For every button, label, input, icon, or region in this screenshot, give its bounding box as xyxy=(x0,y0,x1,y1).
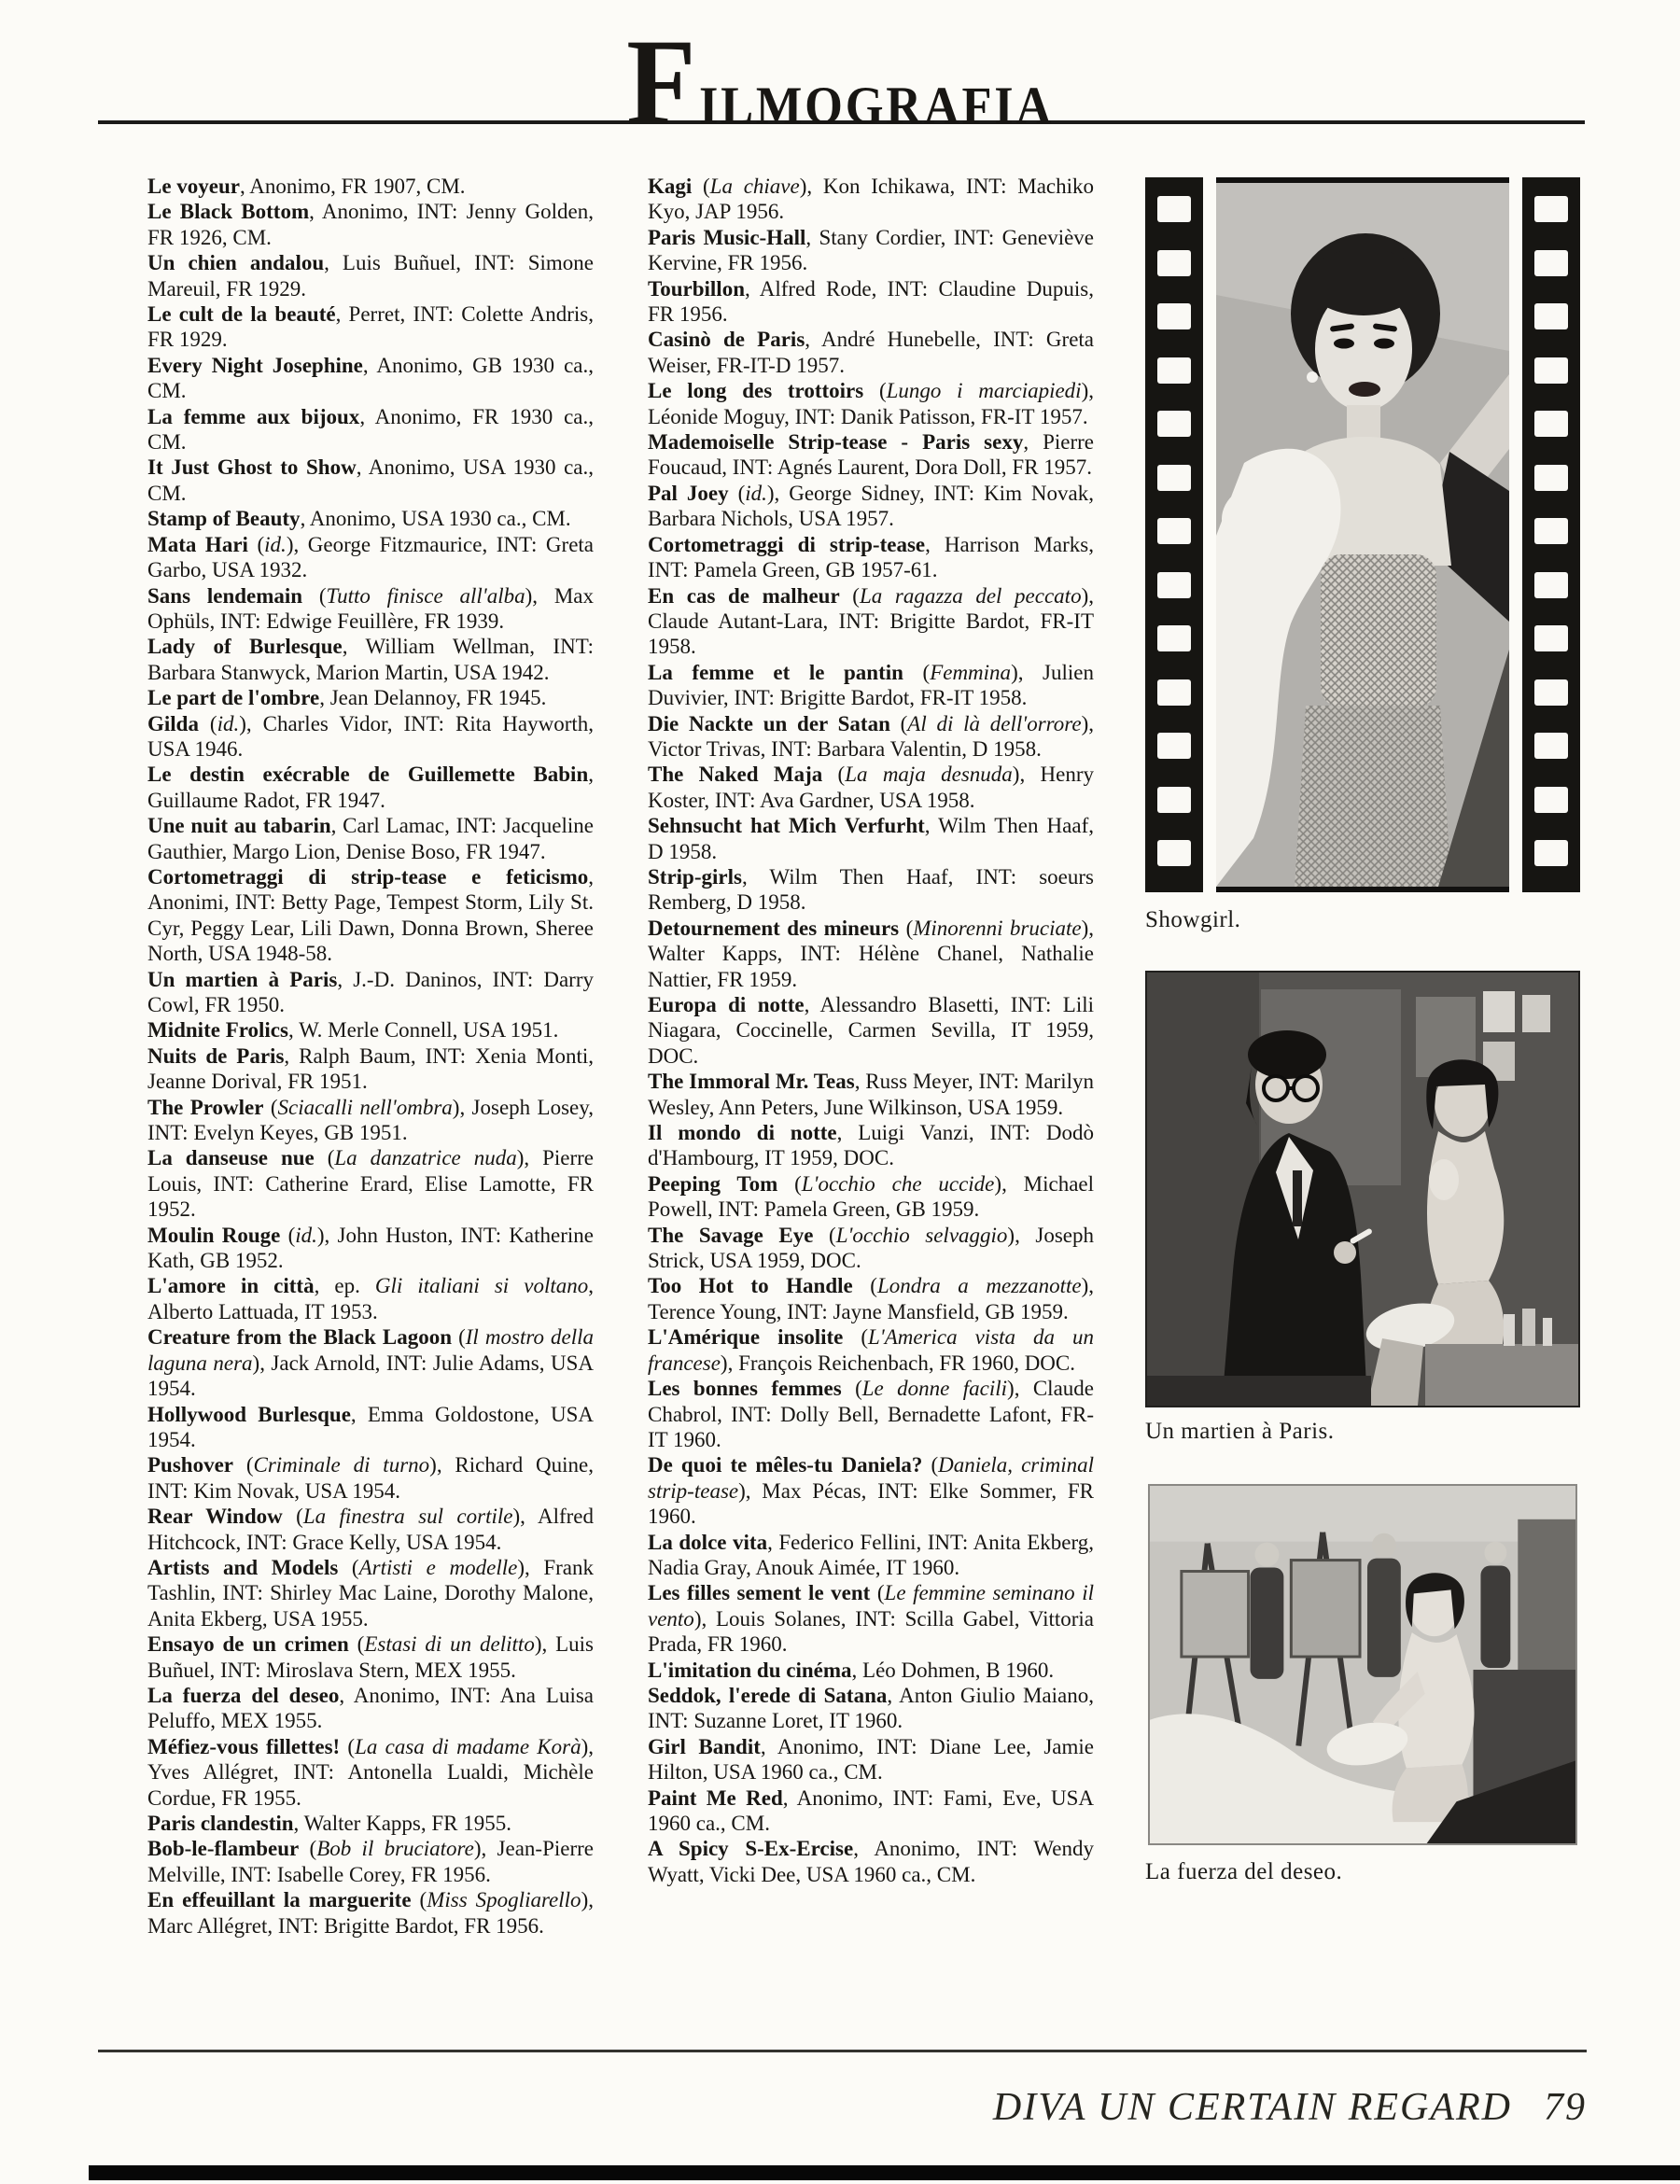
caption-la-fuerza: La fuerza del deseo. xyxy=(1145,1859,1343,1884)
filmography-entry: The Savage Eye (L'occhio selvaggio), Joseph Strick, USA 1959, DOC. xyxy=(648,1223,1094,1273)
filmography-entry: La dolce vita, Federico Fellini, INT: Anita Ekberg, Nadia Gray, Anouk Aimée, IT 1960. xyxy=(648,1530,1094,1579)
sprocket-hole xyxy=(1157,465,1191,491)
filmography-entry: Sehnsucht hat Mich Verfurht, Wilm Then Haaf, D 1958. xyxy=(648,814,1094,863)
bottom-bar xyxy=(89,2165,1680,2180)
sprocket-hole xyxy=(1534,357,1568,384)
martien-illustration xyxy=(1147,973,1578,1406)
filmography-entry: It Just Ghost to Show, Anonimo, USA 1930 ca., CM. xyxy=(147,455,594,505)
filmstrip-left-rail xyxy=(1145,177,1203,892)
filmography-entry: Ensayo de un crimen (Estasi di un delitto), Luis Buñuel, INT: Miroslava Stern, MEX 1955. xyxy=(147,1632,595,1682)
filmography-entry: Nuits de Paris, Ralph Baum, INT: Xenia Monti, Jeanne Dorival, FR 1951. xyxy=(147,1043,595,1094)
filmography-entry: Stamp of Beauty, Anonimo, USA 1930 ca., CM. xyxy=(147,507,571,531)
sprocket-hole xyxy=(1157,518,1191,544)
sprocket-hole xyxy=(1157,196,1191,222)
sprocket-hole xyxy=(1534,518,1568,544)
sprocket-hole xyxy=(1157,679,1191,706)
filmography-entry: Casinò de Paris, André Hunebelle, INT: Greta Weiser, FR-IT-D 1957. xyxy=(648,328,1094,377)
sprocket-hole xyxy=(1534,733,1568,759)
filmography-entry: Paris clandestin, Walter Kapps, FR 1955. xyxy=(147,1812,511,1835)
filmography-entry: Detournement des mineurs (Minorenni bruciate), Walter Kapps, INT: Hélène Chanel, Nathalie Nattier, FR 1959. xyxy=(648,916,1094,991)
page-title-initial: F xyxy=(626,13,696,150)
sprocket-hole xyxy=(1534,679,1568,706)
sprocket-hole xyxy=(1534,625,1568,651)
filmography-entry: Midnite Frolics, W. Merle Connell, USA 1951. xyxy=(147,1018,559,1043)
filmography-entry: Strip-girls, Wilm Then Haaf, INT: soeurs Remberg, D 1958. xyxy=(648,864,1094,915)
sprocket-hole xyxy=(1534,303,1568,329)
filmography-entry: Les filles sement le vent (Le femmine seminano il vento), Louis Solanes, INT: Scilla Gabel, Vittoria Prada, FR 1960. xyxy=(648,1581,1094,1657)
sprocket-hole xyxy=(1157,250,1191,276)
photo-la-fuerza-del-deseo xyxy=(1148,1484,1577,1845)
filmography-entry: L'Amérique insolite (L'America vista da un francese), François Reichenbach, FR 1960, DOC. xyxy=(648,1325,1094,1375)
filmography-entry: Le destin exécrable de Guillemette Babin, Guillaume Radot, FR 1947. xyxy=(147,763,594,812)
filmography-entry: A Spicy S-Ex-Ercise, Anonimo, INT: Wendy Wyatt, Vicki Dee, USA 1960 ca., CM. xyxy=(648,1837,1094,1886)
filmography-entry: Gilda (id.), Charles Vidor, INT: Rita Hayworth, USA 1946. xyxy=(147,711,594,761)
filmography-entry: Pal Joey (id.), George Sidney, INT: Kim Novak, Barbara Nichols, USA 1957. xyxy=(648,481,1094,531)
filmography-entry: Hollywood Burlesque, Emma Goldostone, USA 1954. xyxy=(147,1402,594,1451)
filmography-entry: Moulin Rouge (id.), John Huston, INT: Katherine Kath, GB 1952. xyxy=(147,1223,594,1273)
filmography-entry: The Prowler (Sciacalli nell'ombra), Joseph Losey, INT: Evelyn Keyes, GB 1951. xyxy=(147,1095,594,1145)
filmography-entry: En cas de malheur (La ragazza del peccato), Claude Autant-Lara, INT: Brigitte Bardot, FR-IT 1958. xyxy=(648,583,1094,659)
filmography-entry: Un martien à Paris, J.-D. Daninos, INT: Darry Cowl, FR 1950. xyxy=(147,967,594,1016)
filmography-column-middle xyxy=(648,174,1094,1887)
sprocket-hole xyxy=(1157,357,1191,384)
showgirl-illustration xyxy=(1216,183,1509,887)
sprocket-hole xyxy=(1157,411,1191,437)
photo-un-martien-a-paris xyxy=(1145,971,1580,1407)
filmstrip-right-rail xyxy=(1522,177,1580,892)
filmography-entry: Lady of Burlesque, William Wellman, INT: Barbara Stanwyck, Marion Martin, USA 1942. xyxy=(147,635,594,684)
filmography-entry: Le Black Bottom, Anonimo, INT: Jenny Golden, FR 1926, CM. xyxy=(147,200,594,249)
sprocket-hole xyxy=(1157,625,1191,651)
sprocket-hole xyxy=(1534,411,1568,437)
sprocket-hole xyxy=(1157,572,1191,598)
page-number: 79 xyxy=(1544,2086,1587,2129)
filmography-entry: En effeuillant la marguerite (Miss Spogliarello), Marc Allégret, INT: Brigitte Bardot, FR 1956. xyxy=(147,1888,594,1938)
filmography-entry: Creature from the Black Lagoon (Il mostro della laguna nera), Jack Arnold, INT: Julie Adams, USA 1954. xyxy=(147,1325,595,1401)
filmography-entry: The Naked Maja (La maja desnuda), Henry Koster, INT: Ava Gardner, USA 1958. xyxy=(648,763,1094,812)
sprocket-hole xyxy=(1534,572,1568,598)
filmography-entry: La fuerza del deseo, Anonimo, INT: Ana Luisa Peluffo, MEX 1955. xyxy=(147,1683,594,1733)
fuerza-illustration xyxy=(1150,1486,1575,1843)
filmography-entry: Il mondo di notte, Luigi Vanzi, INT: Dodò d'Hambourg, IT 1959, DOC. xyxy=(648,1121,1094,1170)
filmography-entry: Europa di notte, Alessandro Blasetti, INT: Lili Niagara, Coccinelle, Carmen Sevilla, IT 1959, DOC. xyxy=(648,993,1094,1068)
caption-un-martien: Un martien à Paris. xyxy=(1145,1419,1335,1444)
filmography-entry: Sans lendemain (Tutto finisce all'alba), Max Ophüls, INT: Edwige Feuillère, FR 1939. xyxy=(147,583,594,633)
filmography-entry: La danseuse nue (La danzatrice nuda), Pierre Louis, INT: Catherine Erard, Elise Lamotte, FR 1952. xyxy=(147,1146,595,1222)
sprocket-hole xyxy=(1534,250,1568,276)
filmography-entry: L'imitation du cinéma, Léo Dohmen, B 1960. xyxy=(648,1658,1055,1682)
filmography-entry: Girl Bandit, Anonimo, INT: Diane Lee, Jamie Hilton, USA 1960 ca., CM. xyxy=(648,1734,1094,1785)
filmography-entry: Rear Window (La finestra sul cortile), Alfred Hitchcock, INT: Grace Kelly, USA 1954. xyxy=(147,1505,595,1554)
filmography-entry: De quoi te mêles-tu Daniela? (Daniela, criminal strip-tease), Max Pécas, INT: Elke Sommer, FR 1960. xyxy=(648,1453,1095,1529)
filmography-entry: Peeping Tom (L'occhio che uccide), Michael Powell, INT: Pamela Green, GB 1959. xyxy=(648,1171,1095,1222)
filmography-entry: Every Night Josephine, Anonimo, GB 1930 ca., CM. xyxy=(147,353,594,403)
filmography-entry: Kagi (La chiave), Kon Ichikawa, INT: Machiko Kyo, JAP 1956. xyxy=(648,175,1094,224)
filmography-entry: The Immoral Mr. Teas, Russ Meyer, INT: Marilyn Wesley, Ann Peters, June Wilkinson, USA 1959. xyxy=(648,1070,1094,1119)
sprocket-hole xyxy=(1534,840,1568,866)
filmography-entry: Une nuit au tabarin, Carl Lamac, INT: Jacqueline Gauthier, Margo Lion, Denise Boso, FR 1947. xyxy=(147,814,595,863)
filmography-entry: L'amore in città, ep. Gli italiani si voltano, Alberto Lattuada, IT 1953. xyxy=(147,1274,594,1323)
filmography-entry: Cortometraggi di strip-tease, Harrison Marks, INT: Pamela Green, GB 1957-61. xyxy=(648,532,1094,582)
filmography-entry: Un chien andalou, Luis Buñuel, INT: Simone Mareuil, FR 1929. xyxy=(147,251,594,301)
running-footer xyxy=(993,2085,1587,2130)
page-title xyxy=(0,14,1680,149)
sprocket-hole xyxy=(1534,787,1568,813)
filmography-entry: Le long des trottoirs (Lungo i marciapiedi), Léonide Moguy, INT: Danik Patisson, FR-IT 1957. xyxy=(648,379,1094,428)
filmography-entry: Le voyeur, Anonimo, FR 1907, CM. xyxy=(147,175,466,198)
filmography-entry: Paint Me Red, Anonimo, INT: Fami, Eve, USA 1960 ca., CM. xyxy=(648,1785,1094,1835)
filmography-entry: Too Hot to Handle (Londra a mezzanotte), Terence Young, INT: Jayne Mansfield, GB 1959. xyxy=(648,1274,1094,1323)
filmography-entry: Les bonnes femmes (Le donne facili), Claude Chabrol, INT: Dolly Bell, Bernadette Lafont, FR-IT 1960. xyxy=(648,1377,1094,1451)
filmography-entry: Méfiez-vous fillettes! (La casa di madame Korà), Yves Allégret, INT: Antonella Lualdi, Michèle Cordue, FR 1955. xyxy=(147,1734,594,1810)
filmography-entry: Le cult de la beauté, Perret, INT: Colette Andris, FR 1929. xyxy=(147,302,594,352)
filmography-entry: La femme et le pantin (Femmina), Julien Duvivier, INT: Brigitte Bardot, FR-IT 1958. xyxy=(648,660,1094,710)
photo-showgirl-filmstrip xyxy=(1145,177,1580,892)
showgirl-photo xyxy=(1216,177,1509,892)
filmography-entry: Paris Music-Hall, Stany Cordier, INT: Geneviève Kervine, FR 1956. xyxy=(648,225,1094,275)
filmography-entry: Cortometraggi di strip-tease e feticismo, Anonimi, INT: Betty Page, Tempest Storm, Lily St. Cyr, Peggy Lear, Lili Dawn, Donna Brown, Sheree North, USA 1948-58. xyxy=(147,864,594,966)
sprocket-hole xyxy=(1157,840,1191,866)
sprocket-hole xyxy=(1534,465,1568,491)
filmography-column-left xyxy=(147,174,594,1939)
filmography-entry: Pushover (Criminale di turno), Richard Quine, INT: Kim Novak, USA 1954. xyxy=(147,1453,594,1503)
footer-rule xyxy=(98,2050,1587,2052)
sprocket-hole xyxy=(1157,733,1191,759)
filmography-entry: Tourbillon, Alfred Rode, INT: Claudine Dupuis, FR 1956. xyxy=(648,276,1094,327)
filmography-entry: Le part de l'ombre, Jean Delannoy, FR 1945. xyxy=(147,686,547,710)
sprocket-hole xyxy=(1534,196,1568,222)
sprocket-hole xyxy=(1157,787,1191,813)
filmography-entry: Artists and Models (Artisti e modelle), Frank Tashlin, INT: Shirley Mac Laine, Dorothy Malone, Anita Ekberg, USA 1955. xyxy=(147,1555,594,1631)
filmography-entry: Die Nackte un der Satan (Al di là dell'orrore), Victor Trivas, INT: Barbara Valentin, D 1958. xyxy=(648,711,1094,761)
filmography-entry: La femme aux bijoux, Anonimo, FR 1930 ca., CM. xyxy=(147,404,595,455)
page-title-rest: ILMOGRAFIA xyxy=(698,77,1054,135)
filmography-entry: Bob-le-flambeur (Bob il bruciatore), Jean-Pierre Melville, INT: Isabelle Corey, FR 1956. xyxy=(147,1837,594,1886)
filmography-entry: Seddok, l'erede di Satana, Anton Giulio Maiano, INT: Suzanne Loret, IT 1960. xyxy=(648,1683,1094,1733)
running-title: DIVA UN CERTAIN REGARD xyxy=(992,2086,1512,2129)
filmography-entry: Mademoiselle Strip-tease - Paris sexy, Pierre Foucaud, INT: Agnés Laurent, Dora Doll, FR 1957. xyxy=(648,430,1094,480)
caption-showgirl: Showgirl. xyxy=(1145,907,1241,932)
sprocket-hole xyxy=(1157,303,1191,329)
filmography-entry: Mata Hari (id.), George Fitzmaurice, INT: Greta Garbo, USA 1932. xyxy=(147,532,594,582)
